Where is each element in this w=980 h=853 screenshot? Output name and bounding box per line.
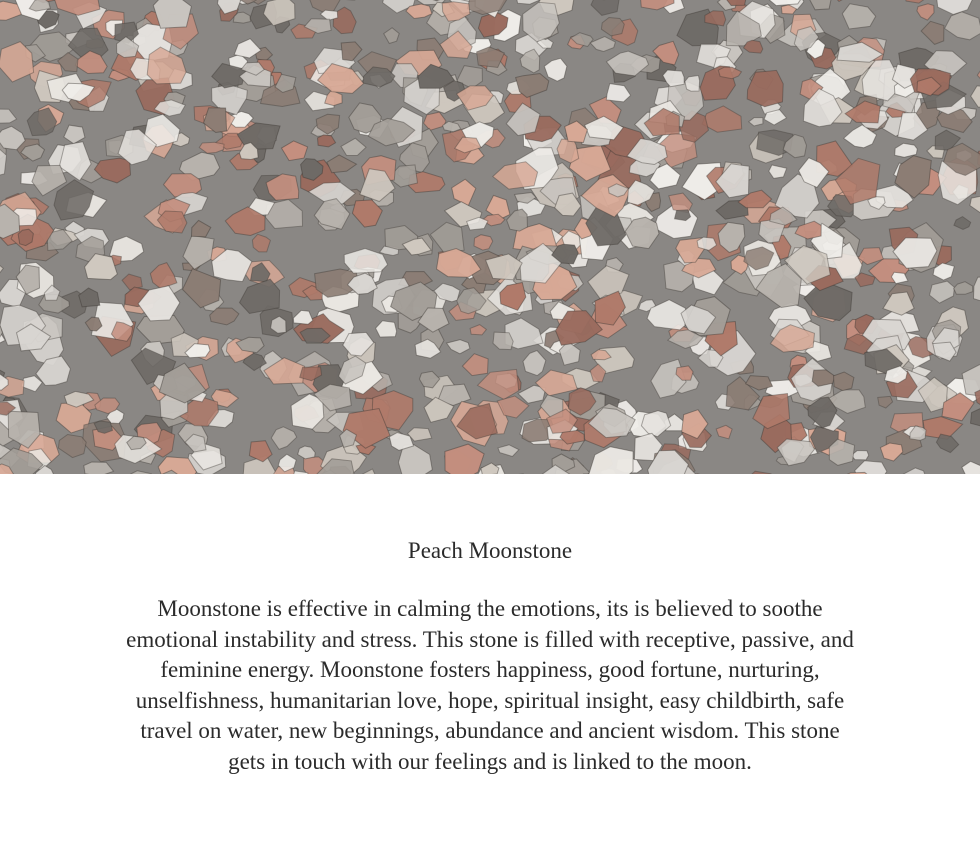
stone-description: Moonstone is effective in calming the emotions, its is believed to soothe emotional instability and stress. This stone is filled with receptive, passive, and feminine energy. Moonstone fosters happiness, good fortune, nurturing, unselfishness, humanitarian love, hope, spiritual insight, easy childbirth, safe travel on water, new beginnings, abundance and ancient wisdom. This stone gets in touch with our feelings and is linked to the moon. (126, 596, 854, 774)
stone-chip (769, 165, 787, 178)
stone-chip (447, 340, 470, 354)
stone-chip (157, 211, 187, 233)
stone-chip (430, 222, 464, 252)
stone-chip (424, 112, 446, 130)
stone-chip (498, 445, 519, 457)
stone-chip (122, 274, 142, 290)
stone-chip (210, 308, 239, 325)
stone-chip (601, 18, 624, 36)
stone-chip (150, 263, 177, 289)
stone-chip (79, 288, 100, 307)
stone-chip (954, 217, 971, 230)
stone-chip (406, 4, 432, 19)
stone-chip (557, 139, 579, 163)
stone-chip (807, 0, 833, 10)
stone-chip (153, 0, 191, 28)
stone-chip (971, 86, 980, 107)
stone-chip (945, 12, 980, 40)
stone-chip (467, 0, 508, 15)
stone-chip (437, 249, 481, 278)
stone-chip (0, 109, 17, 123)
stone-chip (878, 396, 893, 408)
stone-chip (544, 58, 567, 81)
stone-chip (842, 4, 875, 29)
stone-chip (974, 277, 980, 304)
stone-chip (341, 42, 362, 61)
stone-chip (591, 0, 620, 15)
stone-chip (718, 67, 741, 78)
stone-chip (481, 463, 499, 474)
stone-chip (199, 142, 224, 153)
stone-chip (962, 461, 980, 474)
stone-chip (462, 354, 488, 376)
stone-chip (675, 210, 691, 221)
stone-chip (0, 263, 3, 274)
stone-chip (474, 235, 493, 250)
stone-chip (376, 321, 397, 337)
stone-chip (954, 282, 973, 295)
stone-chip (834, 372, 854, 391)
stone-chip (293, 310, 312, 324)
stone-chip (318, 135, 336, 147)
stone-chip (58, 435, 86, 458)
stone-chip (298, 446, 316, 459)
stone-chip (252, 234, 270, 252)
stone-chip (493, 332, 513, 350)
stone-chip (240, 279, 280, 313)
stone-chip (445, 444, 484, 474)
caption-block (0, 474, 980, 853)
stone-chip (936, 0, 974, 15)
stone-chip (829, 439, 854, 465)
stone-chip (936, 434, 958, 453)
stone-chip (904, 0, 927, 3)
stone-chip (282, 141, 308, 161)
stone-chip (930, 281, 955, 303)
stone-chip (830, 0, 857, 1)
stone-chip (327, 155, 357, 173)
stone-chip (452, 179, 476, 206)
stone-chip (880, 443, 902, 461)
stone-chip (192, 220, 211, 237)
stone-chip (917, 4, 934, 20)
stone-chip (470, 325, 486, 335)
stone-chip (271, 427, 296, 450)
stone-chip (855, 461, 887, 474)
stone-chip (384, 28, 400, 44)
stone-chip (716, 425, 732, 439)
stone-chip (812, 370, 835, 387)
stone-chip (249, 441, 272, 462)
stone-chip (523, 351, 546, 376)
stone-chip (84, 462, 114, 474)
stone-chip (493, 162, 538, 189)
stone-chip (588, 447, 633, 474)
stone-chip (64, 125, 85, 144)
stone-chip (921, 21, 944, 44)
stone-title: Peach Moonstone (407, 538, 573, 563)
stone-chip (749, 118, 763, 127)
stone-chip (970, 194, 980, 215)
stone-chip (341, 138, 366, 155)
stone-chip (606, 84, 630, 102)
stone-chip (94, 158, 130, 183)
stone-chip (663, 70, 684, 87)
stone-chip (685, 76, 700, 92)
stone-chip (971, 408, 980, 426)
